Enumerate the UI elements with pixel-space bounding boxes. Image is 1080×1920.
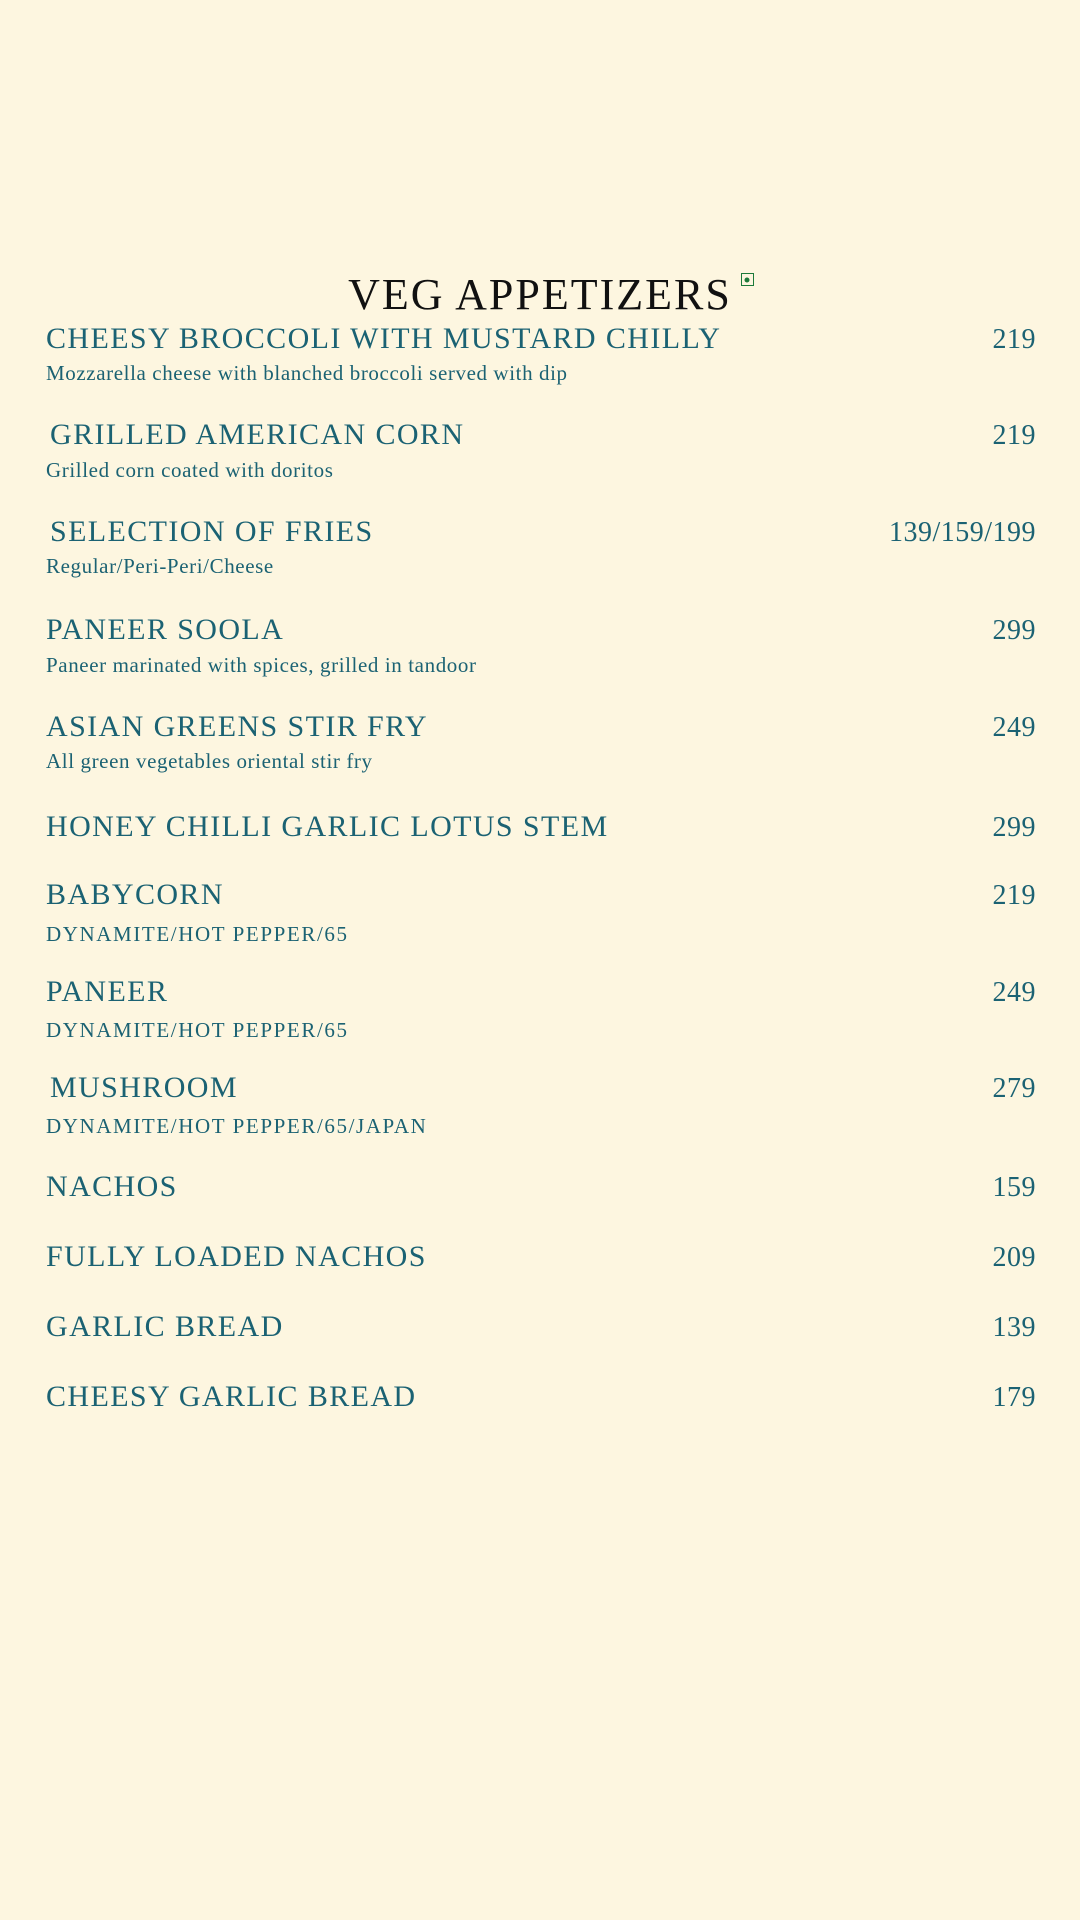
menu-item[interactable] bbox=[46, 1310, 1036, 1344]
menu-item-row bbox=[46, 975, 1036, 1009]
menu-item-row bbox=[46, 1170, 1036, 1204]
menu-item-name: PANEER SOOLA bbox=[46, 613, 285, 647]
vegetarian-mark-icon bbox=[741, 273, 754, 286]
menu-item-name: MUSHROOM bbox=[50, 1071, 238, 1105]
menu-item-name: HONEY CHILLI GARLIC LOTUS STEM bbox=[46, 810, 609, 844]
menu-item[interactable] bbox=[46, 1170, 1036, 1204]
menu-item[interactable] bbox=[46, 1380, 1036, 1414]
menu-item-price: 139/159/199 bbox=[888, 516, 1036, 548]
menu-item-row bbox=[46, 810, 1036, 844]
menu-item-row bbox=[46, 1071, 1036, 1105]
menu-item-name: FULLY LOADED NACHOS bbox=[46, 1239, 427, 1273]
menu-item-name: ASIAN GREENS STIR FRY bbox=[46, 709, 428, 743]
menu-item-variants: DYNAMITE/HOT PEPPER/65 bbox=[46, 921, 349, 946]
menu-item-name: BABYCORN bbox=[46, 878, 224, 912]
menu-item-name: GARLIC BREAD bbox=[46, 1310, 284, 1344]
menu-item[interactable] bbox=[46, 975, 1036, 1043]
menu-item-name: NACHOS bbox=[46, 1169, 178, 1203]
menu-item-name: CHEESY GARLIC BREAD bbox=[46, 1380, 417, 1414]
menu-item[interactable] bbox=[46, 1240, 1036, 1274]
menu-item-variants: DYNAMITE/HOT PEPPER/65/JAPAN bbox=[46, 1114, 428, 1139]
menu-item-row bbox=[46, 1310, 1036, 1344]
menu-item-price: 219 bbox=[992, 420, 1036, 452]
menu-item-price: 209 bbox=[992, 1241, 1036, 1273]
menu-item-description: Paneer marinated with spices, grilled in tandoor bbox=[46, 652, 477, 677]
menu-item-row bbox=[46, 878, 1036, 912]
menu-item[interactable] bbox=[46, 1071, 1036, 1139]
menu-item[interactable] bbox=[46, 710, 1036, 774]
menu-item-price: 249 bbox=[992, 976, 1036, 1008]
menu-item[interactable] bbox=[46, 613, 1036, 677]
menu-item-price: 299 bbox=[992, 615, 1036, 647]
menu-item-price: 219 bbox=[992, 324, 1036, 355]
menu-item-price: 279 bbox=[992, 1073, 1036, 1105]
menu-item-name: PANEER bbox=[46, 974, 169, 1008]
menu-item[interactable] bbox=[46, 878, 1036, 946]
menu-item-row bbox=[46, 418, 1036, 452]
menu-item-price: 179 bbox=[992, 1382, 1036, 1414]
menu-item-row bbox=[46, 1380, 1036, 1414]
menu-item[interactable] bbox=[46, 418, 1036, 482]
menu-item-name: GRILLED AMERICAN CORN bbox=[50, 418, 465, 452]
menu-item-price: 159 bbox=[992, 1171, 1036, 1203]
menu-item-row bbox=[46, 322, 1036, 356]
menu-item-description: All green vegetables oriental stir fry bbox=[46, 748, 373, 773]
menu-item[interactable] bbox=[46, 515, 1036, 579]
menu-item-description: Grilled corn coated with doritos bbox=[46, 457, 334, 482]
menu-item-row bbox=[46, 1240, 1036, 1274]
menu-item-name: CHEESY BROCCOLI WITH MUSTARD CHILLY bbox=[46, 322, 722, 355]
menu-item-description: Regular/Peri-Peri/Cheese bbox=[46, 554, 274, 579]
menu-item[interactable] bbox=[46, 810, 1036, 844]
menu-item-price: 219 bbox=[992, 880, 1036, 912]
menu-item-row bbox=[46, 613, 1036, 647]
menu-item-row bbox=[46, 710, 1036, 744]
menu-item-description: Mozzarella cheese with blanched broccoli served with dip bbox=[46, 361, 568, 386]
menu-item-list bbox=[46, 322, 1036, 1414]
menu-item-price: 139 bbox=[992, 1312, 1036, 1344]
menu-item-row bbox=[46, 515, 1036, 549]
menu-item-variants: DYNAMITE/HOT PEPPER/65 bbox=[46, 1018, 349, 1042]
menu-item-price: 299 bbox=[992, 812, 1036, 844]
menu-item[interactable] bbox=[46, 322, 1036, 386]
page-title bbox=[348, 269, 732, 320]
menu-item-name: SELECTION OF FRIES bbox=[50, 514, 374, 548]
menu-item-price: 249 bbox=[992, 711, 1036, 743]
page-title-text: VEG APPETIZERS bbox=[348, 270, 732, 320]
